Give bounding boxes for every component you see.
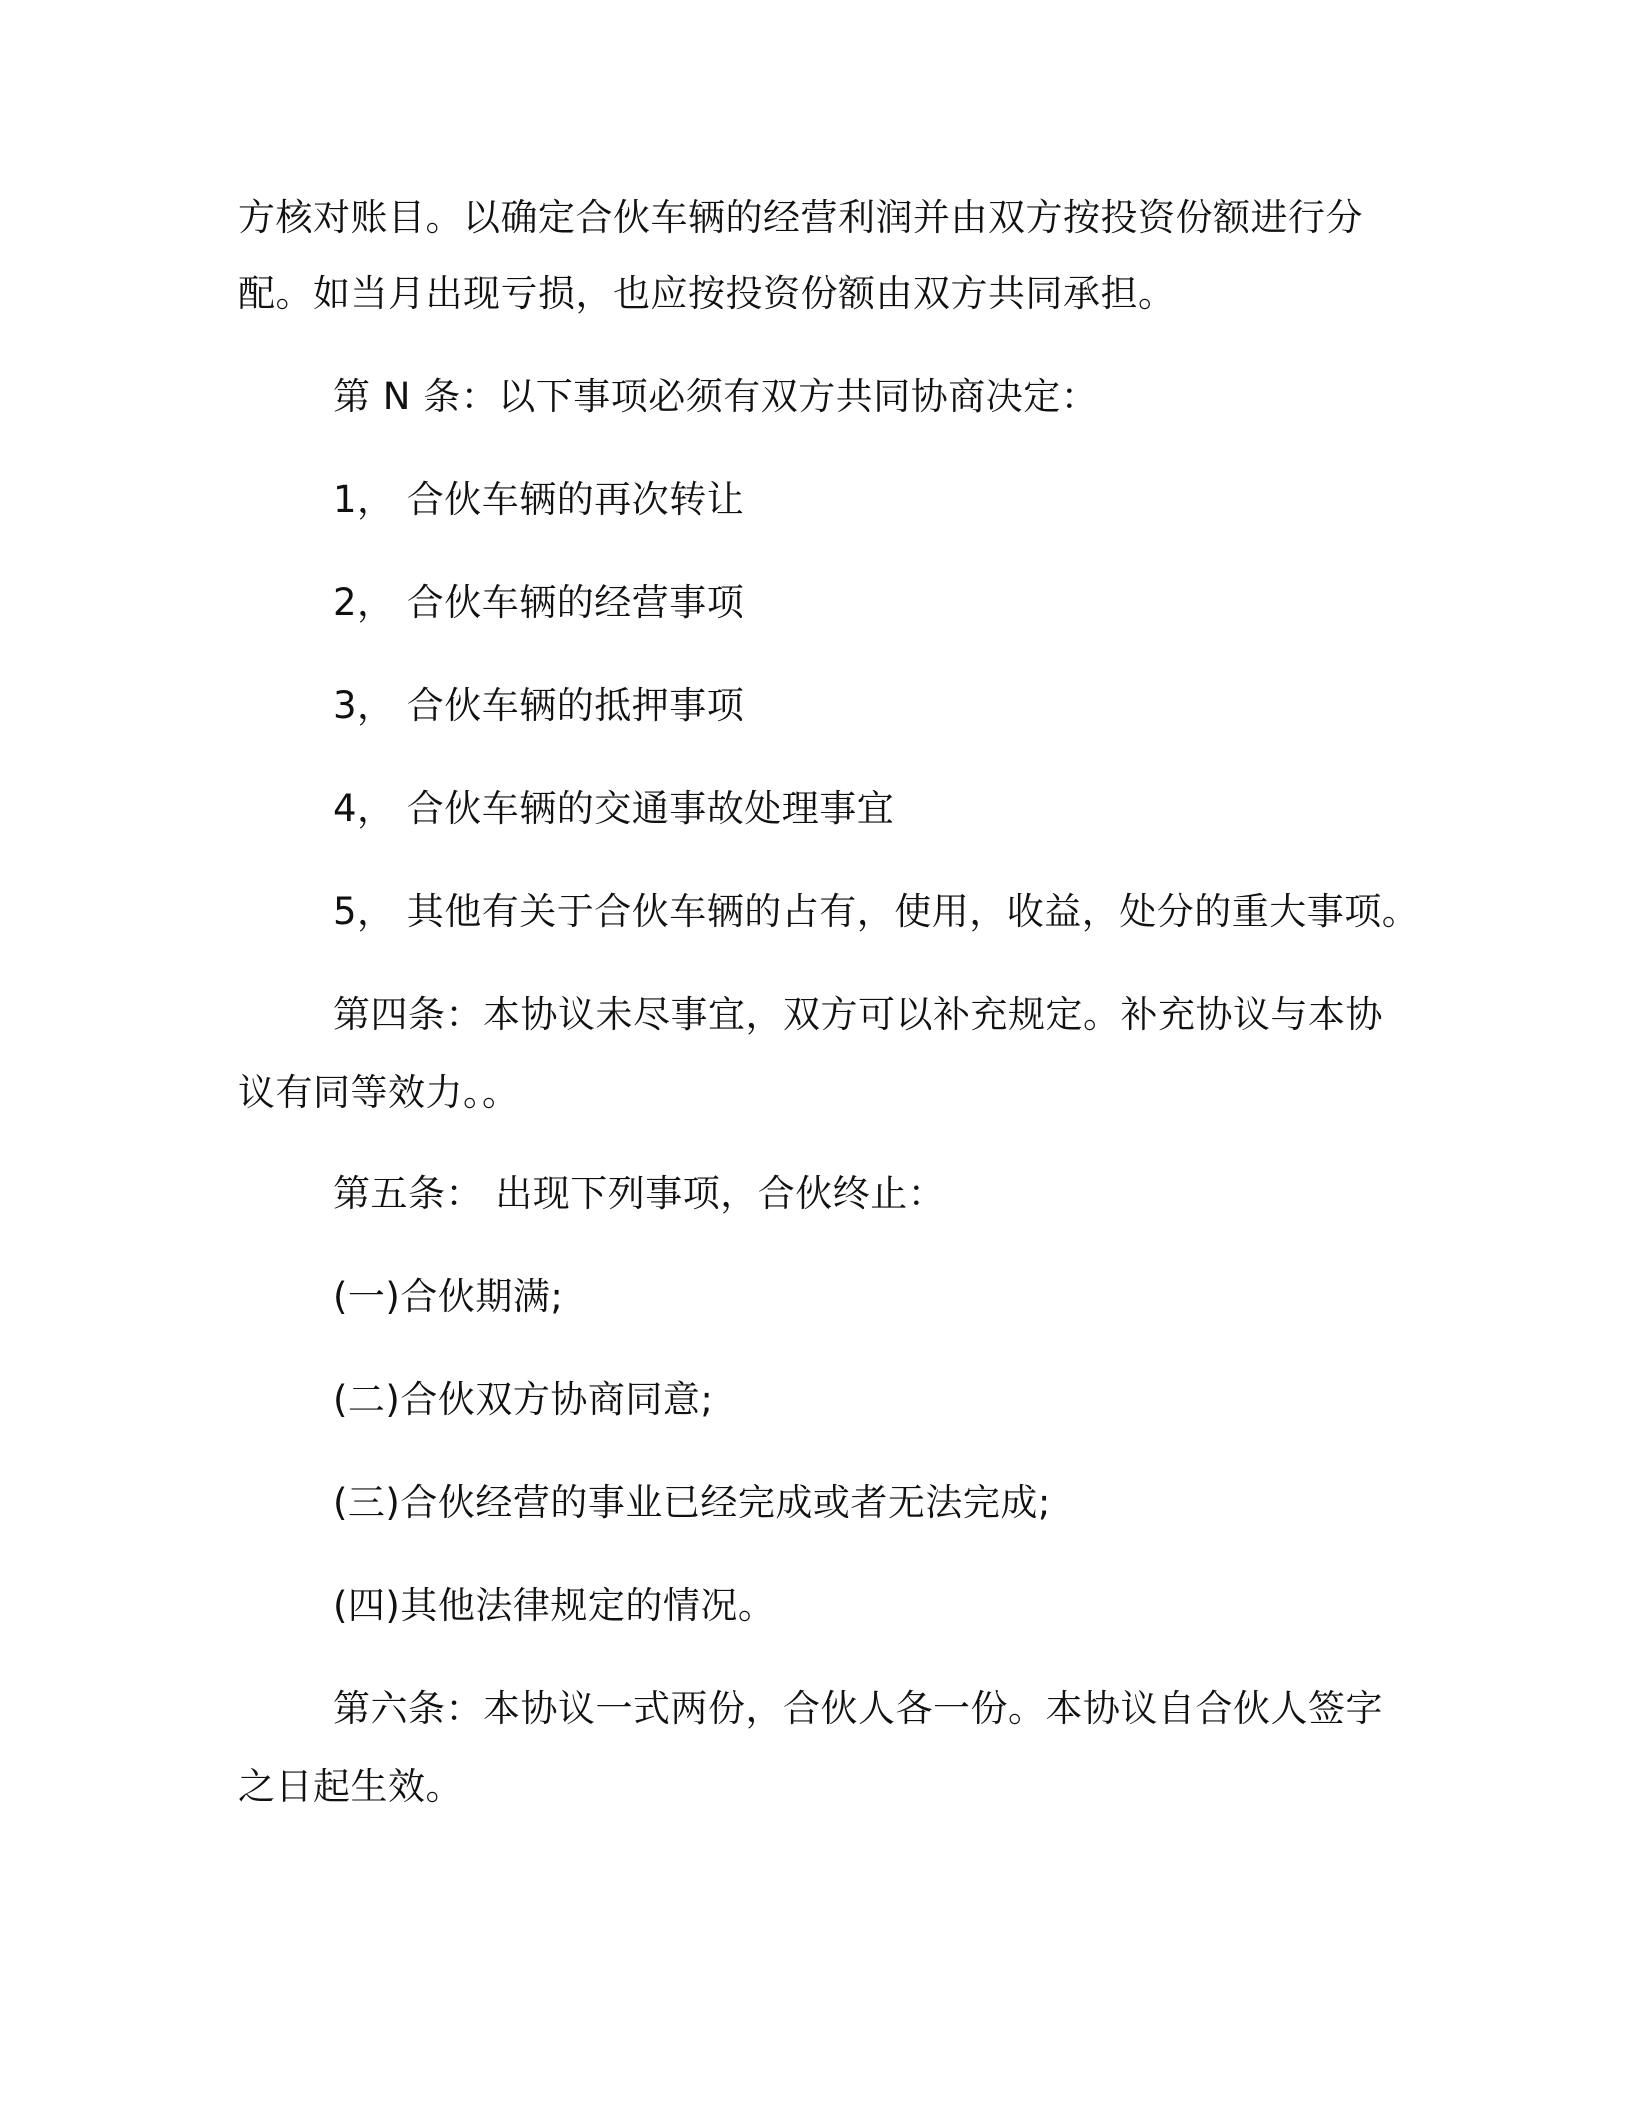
clause-heading: 第五条： 出现下列事项，合伙终止： (333, 1172, 946, 1215)
clause-heading: 第四条：本协议未尽事宜，双方可以补充规定。补充协议与本协 (333, 993, 1383, 1036)
list-item: 1， 合伙车辆的再次转让 (333, 478, 745, 521)
paragraph-line: 方核对账目。以确定合伙车辆的经营利润并由双方按投资份额进行分 (238, 196, 1363, 239)
list-item: (一)合伙期满; (333, 1275, 564, 1318)
paragraph-line: 配。如当月出现亏损，也应按投资份额由双方共同承担。 (238, 272, 1176, 315)
list-item: 3， 合伙车辆的抵押事项 (333, 684, 745, 727)
clause-heading: 第 N 条：以下事项必须有双方共同协商决定： (333, 375, 1099, 418)
list-item: (二)合伙双方协商同意; (333, 1378, 714, 1421)
paragraph-line: 议有同等效力。。 (238, 1071, 520, 1114)
list-item: 2， 合伙车辆的经营事项 (333, 581, 745, 624)
list-item: 5， 其他有关于合伙车辆的占有，使用，收益，处分的重大事项。 (333, 890, 1420, 933)
paragraph-line: 之日起生效。 (238, 1765, 463, 1808)
clause-heading: 第六条：本协议一式两份，合伙人各一份。本协议自合伙人签字 (333, 1687, 1383, 1730)
list-item: 4， 合伙车辆的交通事故处理事宜 (333, 787, 895, 830)
list-item: (三)合伙经营的事业已经完成或者无法完成; (333, 1481, 1051, 1524)
list-item: (四)其他法律规定的情况。 (333, 1584, 776, 1627)
